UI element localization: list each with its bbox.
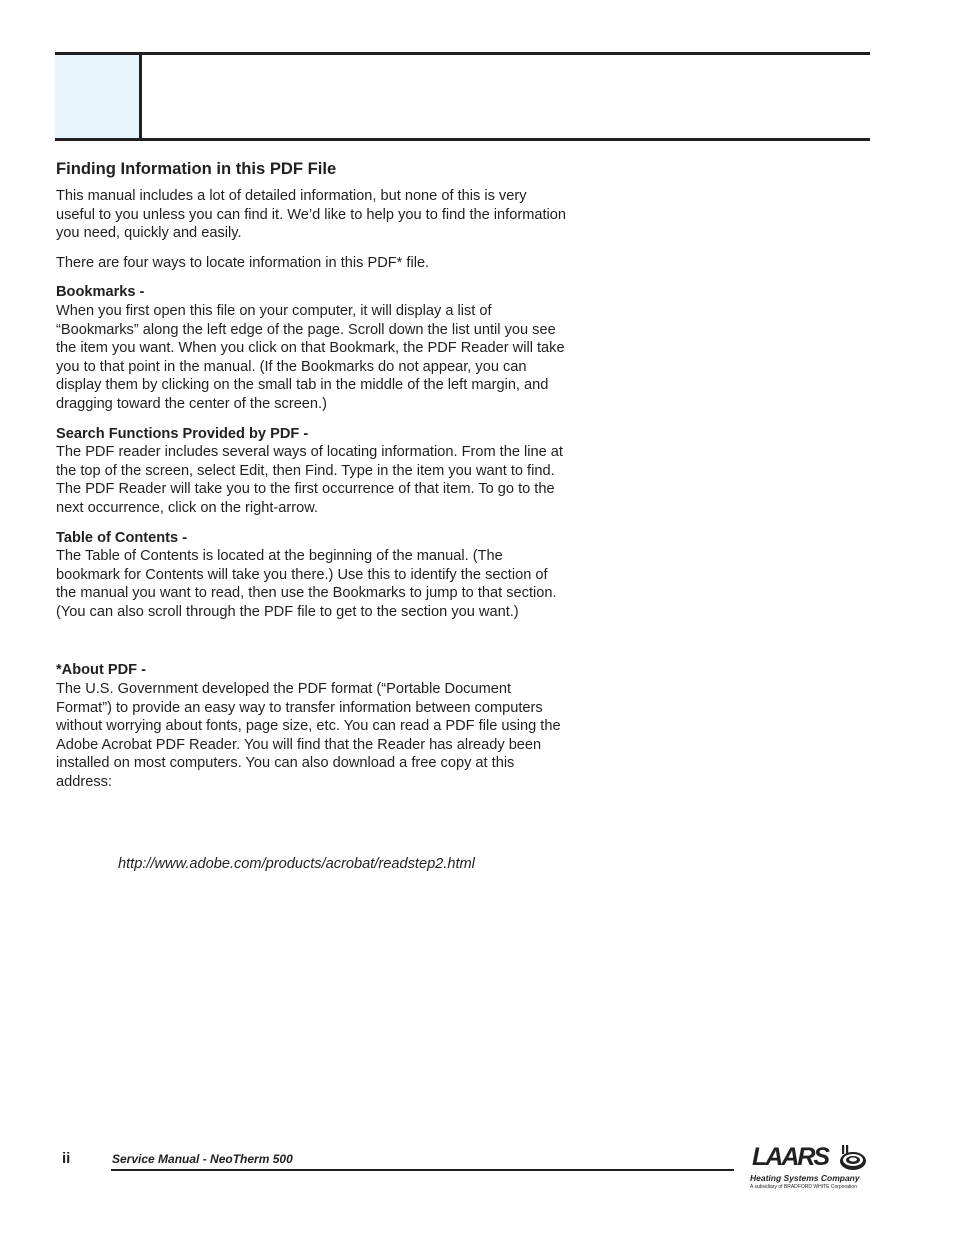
adobe-download-link[interactable]: http://www.adobe.com/products/acrobat/readstep2.html bbox=[118, 856, 475, 872]
section-body: The Table of Contents is located at the beginning of the manual. (The bookmark for Contents will take you there.) Use this to identify the section of the manual you want to read, then use the Bookmarks to jump to that section. (You can also scroll through the PDF file to get to the section you want.) bbox=[56, 548, 557, 620]
logo-wordmark: LAARS bbox=[752, 1143, 829, 1171]
section-about-pdf bbox=[56, 661, 568, 791]
section-title: Bookmarks - bbox=[56, 284, 145, 301]
logo-tagline: Heating Systems Company bbox=[750, 1173, 860, 1183]
laars-logo bbox=[748, 1141, 870, 1191]
intro-paragraph-2: There are four ways to locate information in this PDF* file. bbox=[56, 254, 430, 271]
section-body: The PDF reader includes several ways of locating information. From the line at the top of the screen, select Edit, then Find. Type in the item you want to find. The PDF Reader will take you to the first occurrence of that item. To go to the next occurrence, click on the right-arrow. bbox=[56, 444, 563, 516]
logo-swirl-icon bbox=[838, 1143, 868, 1173]
section-toc bbox=[56, 529, 568, 622]
section-search bbox=[56, 425, 568, 518]
page-heading: Finding Information in this PDF File bbox=[56, 159, 337, 178]
chapter-tab bbox=[55, 55, 142, 138]
chapter-header-box bbox=[55, 52, 870, 141]
section-body: When you first open this file on your computer, it will display a list of “Bookmarks” along the left edge of the page. Scroll down the list until you see the item you want. When you click on that Bookmark, the PDF Reader will take you to that point in the manual. (If the Bookmarks do not appear, you can display them by clicking on the small tab in the middle of the left margin, and dragging toward the center of the screen.) bbox=[56, 302, 565, 412]
logo-subsidiary: A subsidiary of BRADFORD WHITE Corporation bbox=[750, 1184, 857, 1190]
main-content bbox=[56, 159, 568, 803]
intro-paragraph-1: This manual includes a lot of detailed information, but none of this is very useful to you unless you can find it. We’d like to help you to find the information you need, quickly and easily. bbox=[56, 188, 566, 242]
section-title: Search Functions Provided by PDF - bbox=[56, 425, 309, 442]
footer-rule bbox=[111, 1169, 734, 1171]
section-title: Table of Contents - bbox=[56, 529, 188, 546]
section-bookmarks bbox=[56, 283, 568, 413]
page-number: ii bbox=[62, 1150, 71, 1167]
section-title: *About PDF - bbox=[56, 662, 146, 679]
footer-title: Service Manual - NeoTherm 500 bbox=[112, 1152, 293, 1166]
section-body: The U.S. Government developed the PDF format (“Portable Document Format”) to provide an easy way to transfer information between computers without worrying about fonts, page size, etc. You can read a PDF file using the Adobe Acrobat PDF Reader. You will find that the Reader has already been installed on most computers. You can also download a free copy at this address: bbox=[56, 681, 561, 791]
